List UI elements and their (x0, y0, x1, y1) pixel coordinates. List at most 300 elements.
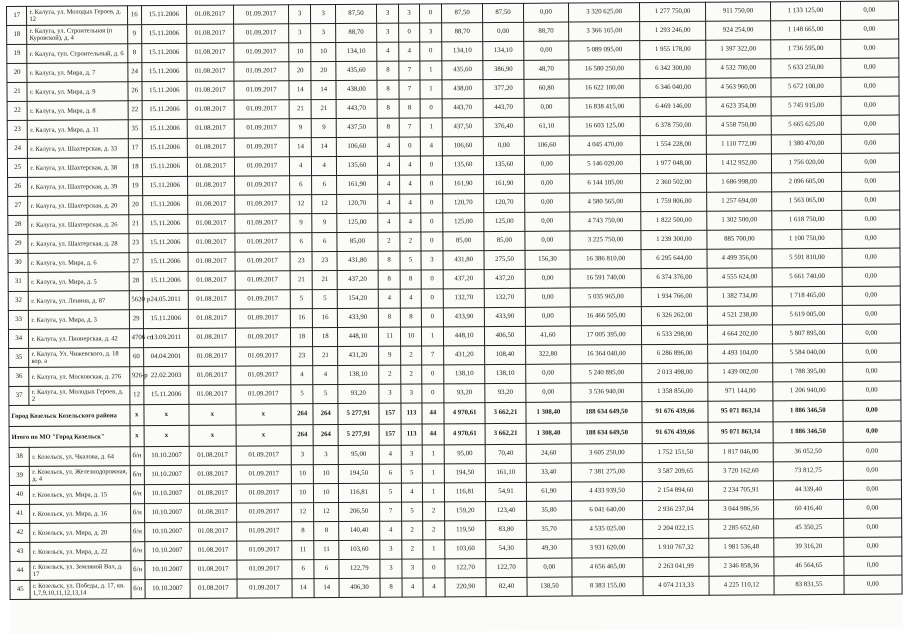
value-cell-c13: 438,00 (442, 80, 483, 99)
value-cell-c8: 14 (314, 578, 339, 597)
value-cell-c12: 1 (420, 80, 443, 99)
value-cell-c16: 5 240 895,00 (571, 364, 643, 383)
value-cell-c19: 45 350,25 (774, 518, 844, 537)
total-value-cell-c12: 44 (422, 403, 445, 424)
value-cell-c7: 12 (292, 503, 315, 522)
value-cell-d3: 01.09.2017 (234, 157, 289, 176)
value-cell-c19: 1 563 065,00 (772, 191, 842, 210)
row-number-cell: 31 (8, 272, 29, 291)
value-cell-c20: 0,00 (842, 286, 901, 305)
value-cell-c11: 0 (400, 137, 421, 156)
value-cell-c8: 14 (312, 137, 337, 156)
value-cell-c18: 4 499 356,00 (707, 249, 773, 268)
address-cell: г. Козельск, ул. Победы, д. 17, кв. 1,7,9,10,11,12,13,14 (30, 580, 130, 600)
value-cell-d3: 01.09.2017 (234, 43, 289, 62)
value-cell-d3: 01.09.2017 (235, 233, 290, 252)
address-cell: г. Калуга, ул. Мира, д. 6 (28, 253, 128, 273)
value-cell-d1: 10.10.2007 (145, 579, 190, 598)
value-cell-c7: 18 (290, 328, 313, 347)
value-cell-d1: 10.10.2007 (145, 541, 190, 560)
value-cell-c15: 0,00 (525, 269, 570, 288)
value-cell-c14: 386,90 (483, 60, 524, 79)
value-cell-c14: 0,00 (483, 136, 524, 155)
value-cell-c12: 0 (422, 384, 445, 403)
value-cell-c19: 39 316,20 (774, 537, 844, 556)
value-cell-d1: 15.11.2006 (142, 119, 187, 138)
value-cell-c14: 120,70 (484, 193, 525, 212)
value-cell-c8: 12 (312, 194, 337, 213)
total-value-cell-c7: 264 (291, 404, 314, 425)
address-cell: г. Козельск, ул. Мира, д. 22 (30, 542, 130, 562)
value-cell-d3: 01.09.2017 (235, 271, 290, 290)
value-cell-c17: 1 554 228,00 (641, 135, 707, 154)
value-cell-c7: 5 (290, 290, 313, 309)
value-cell-c10: 8 (378, 251, 401, 270)
value-cell-c15: 0,00 (526, 383, 571, 402)
value-cell-d1: 15.11.2006 (143, 195, 188, 214)
value-cell-c19: 5 665 625,00 (771, 115, 841, 134)
value-cell-c3: 27 (129, 253, 143, 272)
value-cell-c16: 3 536 940,00 (571, 383, 643, 402)
total-value-cell-c15: 1 308,40 (526, 423, 571, 444)
row-number-cell: 35 (9, 348, 30, 367)
value-cell-c3: 926-р (129, 367, 143, 386)
value-cell-c7: 12 (290, 195, 313, 214)
value-cell-c9: 448,10 (337, 327, 378, 346)
value-cell-c18: 4 521 238,00 (707, 306, 773, 325)
value-cell-d1: 13.09.2011 (143, 328, 188, 347)
total-label-cell: Итого по МО "Город Козельск" (9, 426, 130, 448)
value-cell-d3: 01.09.2017 (236, 484, 291, 503)
value-cell-c15: 24,60 (526, 444, 571, 463)
row-number-cell: 41 (10, 504, 31, 523)
value-cell-d3: 01.09.2017 (234, 195, 289, 214)
value-cell-c13: 106,60 (442, 137, 483, 156)
value-cell-c16: 4 433 939,50 (571, 482, 643, 501)
value-cell-d2: 01.08.2017 (187, 100, 234, 119)
value-cell-d3: 01.09.2017 (236, 465, 291, 484)
value-cell-c8: 20 (311, 61, 336, 80)
value-cell-c20: 0,00 (841, 134, 900, 153)
value-cell-d1: 10.10.2007 (145, 522, 190, 541)
value-cell-c9: 103,60 (339, 540, 380, 559)
value-cell-c10: 8 (380, 578, 403, 597)
value-cell-d2: 01.08.2017 (188, 271, 235, 290)
value-cell-c15: 0,00 (524, 41, 569, 60)
value-cell-c15: 0,00 (525, 307, 570, 326)
value-cell-d3: 01.09.2017 (233, 5, 288, 24)
value-cell-d3: 01.09.2017 (236, 366, 291, 385)
value-cell-c8: 10 (314, 464, 339, 483)
value-cell-d1: 15.11.2006 (142, 138, 187, 157)
value-cell-c8: 3 (314, 445, 339, 464)
value-cell-c18: 1 302 500,00 (707, 211, 773, 230)
value-cell-c8: 9 (312, 213, 337, 232)
value-cell-d3: 01.09.2017 (237, 541, 292, 560)
value-cell-c18: 4 563 960,00 (706, 78, 772, 97)
value-cell-c12: 4 (420, 137, 443, 156)
value-cell-c9: 435,60 (336, 61, 377, 80)
value-cell-c9: 116,81 (338, 483, 379, 502)
row-number-cell: 17 (7, 6, 28, 25)
value-cell-c10: 4 (378, 289, 401, 308)
value-cell-c20: 0,00 (841, 210, 900, 229)
value-cell-c9: 87,50 (335, 4, 376, 23)
value-cell-c3: 29 (129, 310, 143, 329)
value-cell-c7: 21 (289, 100, 312, 119)
value-cell-c19: 5 619 005,00 (772, 305, 842, 324)
address-cell: г. Калуга, ул. Мира, д. 9 (27, 82, 127, 102)
total-value-cell-c8: 264 (313, 403, 338, 424)
value-cell-c11: 5 (402, 464, 423, 483)
value-cell-c11: 3 (402, 559, 423, 578)
value-cell-c16: 8 383 155,00 (572, 577, 644, 596)
value-cell-c17: 2 154 894,60 (643, 481, 709, 500)
value-cell-c20: 0,00 (842, 248, 901, 267)
value-cell-c10: 8 (377, 118, 400, 137)
value-cell-c16: 3 366 165,00 (568, 22, 640, 41)
value-cell-c19: 5 661 740,00 (772, 267, 842, 286)
value-cell-c13: 125,00 (443, 213, 484, 232)
row-number-cell: 34 (8, 329, 29, 348)
value-cell-c7: 10 (291, 484, 314, 503)
total-value-cell-c11: 113 (401, 424, 422, 445)
value-cell-c13: 431,20 (444, 346, 485, 365)
value-cell-d3: 01.09.2017 (234, 62, 289, 81)
value-cell-c10: 11 (378, 327, 401, 346)
value-cell-d1: 15.11.2006 (143, 309, 188, 328)
value-cell-c17: 6 346 040,00 (640, 78, 706, 97)
value-cell-c8: 5 (313, 384, 338, 403)
value-cell-c11: 8 (400, 270, 421, 289)
value-cell-c11: 4 (400, 213, 421, 232)
value-cell-c8: 21 (313, 346, 338, 365)
value-cell-c9: 438,00 (336, 80, 377, 99)
value-cell-c7: 9 (290, 214, 313, 233)
value-cell-c17: 1 977 048,00 (641, 154, 707, 173)
value-cell-c9: 206,50 (338, 502, 379, 521)
value-cell-c3: 60 (129, 348, 143, 367)
value-cell-c13: 220,90 (445, 578, 486, 597)
total-value-cell-c13: 4 970,61 (444, 424, 485, 445)
value-cell-c10: 8 (377, 80, 400, 99)
value-cell-c10: 3 (380, 559, 403, 578)
value-cell-c15: 0,00 (525, 193, 570, 212)
value-cell-c18: 1 981 536,48 (709, 538, 775, 557)
value-cell-d2: 01.08.2017 (189, 446, 236, 465)
value-cell-c20: 0,00 (840, 1, 899, 20)
value-cell-c10: 3 (376, 4, 399, 23)
value-cell-c3: 12 (129, 386, 143, 405)
value-cell-c20: 0,00 (840, 20, 899, 39)
value-cell-c15: 0,00 (523, 3, 568, 22)
value-cell-c20: 0,00 (842, 362, 901, 381)
value-cell-c10: 2 (378, 232, 401, 251)
value-cell-c12: 3 (421, 251, 444, 270)
value-cell-c10: 7 (379, 502, 402, 521)
value-cell-c16: 6 144 105,00 (569, 174, 641, 193)
value-cell-c18: 1 817 046,00 (708, 443, 774, 462)
value-cell-c11: 3 (401, 384, 422, 403)
value-cell-c20: 0,00 (842, 305, 901, 324)
value-cell-d3: 01.09.2017 (236, 503, 291, 522)
value-cell-c11: 4 (401, 289, 422, 308)
value-cell-c14: 161,90 (484, 174, 525, 193)
value-cell-d1: 15.11.2006 (141, 24, 186, 43)
value-cell-c3: 35 (128, 120, 142, 139)
address-cell: г. Калуга, ул. Мира, д. 8 (28, 101, 128, 121)
value-cell-c13: 119,50 (445, 521, 486, 540)
value-cell-c12: 1 (422, 483, 445, 502)
value-cell-c3: 26 (128, 82, 142, 101)
value-cell-c18: 3 720 162,60 (708, 462, 774, 481)
value-cell-c14: 85,00 (484, 231, 525, 250)
value-cell-c7: 11 (292, 541, 315, 560)
value-cell-c8: 4 (312, 156, 337, 175)
value-cell-c17: 6 533 298,00 (642, 325, 708, 344)
address-cell: г. Калуга, ул. Мира, д. 7 (27, 63, 127, 83)
value-cell-c17: 2 360 502,00 (641, 173, 707, 192)
value-cell-c17: 2 013 498,00 (642, 363, 708, 382)
value-cell-c10: 8 (378, 308, 401, 327)
value-cell-d2: 01.08.2017 (188, 290, 235, 309)
value-cell-c19: 5 745 915,00 (771, 96, 841, 115)
row-number-cell: 18 (7, 25, 28, 44)
value-cell-d2: 01.08.2017 (189, 522, 236, 541)
address-cell: г. Калуга, ул. Молодых Героев, д. 2 (29, 386, 129, 406)
value-cell-c3: 21 (128, 215, 142, 234)
value-cell-c7: 23 (290, 252, 313, 271)
value-cell-c14: 376,40 (483, 117, 524, 136)
value-cell-d2: 01.08.2017 (187, 138, 234, 157)
value-cell-c19: 60 416,40 (774, 499, 844, 518)
address-cell: г. Козельск, ул. Чкалова, д. 64 (30, 447, 130, 467)
value-cell-c8: 23 (312, 251, 337, 270)
value-cell-c14: 0,00 (483, 22, 524, 41)
value-cell-c11: 4 (402, 483, 423, 502)
total-value-cell-c17: 91 676 439,66 (642, 422, 708, 443)
value-cell-c12: 0 (419, 4, 442, 23)
value-cell-c11: 2 (400, 232, 421, 251)
value-cell-c14: 83,80 (486, 520, 527, 539)
address-cell: г. Козельск, ул. Мира, д. 16 (30, 504, 130, 524)
value-cell-c20: 0,00 (841, 77, 900, 96)
value-cell-d2: 01.08.2017 (190, 541, 237, 560)
value-cell-c18: 2 346 858,36 (709, 557, 775, 576)
value-cell-c9: 431,80 (337, 251, 378, 270)
value-cell-c9: 106,60 (336, 137, 377, 156)
value-cell-c19: 1 100 750,00 (772, 229, 842, 248)
value-cell-c9: 85,00 (337, 232, 378, 251)
value-cell-c14: 443,70 (483, 98, 524, 117)
total-value-cell-d2: x (189, 404, 236, 425)
value-cell-c7: 4 (289, 157, 312, 176)
row-number-cell: 27 (8, 196, 29, 215)
value-cell-c15: 0,00 (524, 174, 569, 193)
value-cell-c10: 4 (378, 213, 401, 232)
value-cell-c16: 17 005 395,00 (570, 326, 642, 345)
total-value-cell-d1: x (144, 425, 189, 446)
value-cell-d2: 01.08.2017 (187, 119, 234, 138)
value-cell-c15: 35,70 (527, 520, 572, 539)
value-cell-d2: 01.08.2017 (188, 309, 235, 328)
value-cell-c12: 1 (422, 540, 445, 559)
value-cell-c9: 125,00 (337, 213, 378, 232)
row-number-cell: 32 (8, 291, 29, 310)
value-cell-d3: 01.09.2017 (235, 290, 290, 309)
value-cell-c11: 7 (399, 118, 420, 137)
row-number-cell: 29 (8, 234, 29, 253)
value-cell-c10: 3 (376, 23, 399, 42)
value-cell-d3: 01.09.2017 (236, 385, 291, 404)
value-cell-d3: 01.09.2017 (236, 522, 291, 541)
value-cell-c8: 21 (313, 270, 338, 289)
table-body (7, 1, 903, 599)
value-cell-c8: 6 (312, 232, 337, 251)
total-value-cell-c15: 1 308,40 (526, 402, 571, 423)
value-cell-c17: 2 936 237,04 (643, 500, 709, 519)
value-cell-c12: 1 (421, 327, 444, 346)
value-cell-c3: б/н (130, 542, 144, 561)
value-cell-c12: 0 (420, 156, 443, 175)
value-cell-c15: 0,00 (524, 98, 569, 117)
value-cell-c10: 4 (379, 445, 402, 464)
value-cell-c19: 1 618 750,00 (772, 210, 842, 229)
value-cell-d3: 01.09.2017 (234, 176, 289, 195)
total-value-cell-d3: x (236, 404, 291, 425)
value-cell-c8: 12 (314, 502, 339, 521)
value-cell-c13: 138,10 (444, 365, 485, 384)
value-cell-c7: 10 (289, 43, 312, 62)
value-cell-c16: 4 045 470,00 (569, 136, 641, 155)
value-cell-c16: 3 605 250,00 (571, 444, 643, 463)
row-number-cell: 30 (8, 253, 29, 272)
value-cell-c20: 0,00 (843, 461, 902, 480)
value-cell-c14: 123,40 (486, 501, 527, 520)
value-cell-c3: 17 (128, 139, 142, 158)
value-cell-c13: 435,60 (442, 61, 483, 80)
value-cell-c10: 4 (377, 156, 400, 175)
value-cell-c15: 0,00 (525, 231, 570, 250)
address-cell: г. Калуга, ул. Московская, д. 276 (29, 367, 129, 387)
value-cell-c8: 6 (314, 559, 339, 578)
value-cell-c10: 4 (379, 521, 402, 540)
value-cell-c20: 0,00 (841, 153, 900, 172)
total-value-cell-c8: 264 (314, 424, 339, 445)
value-cell-c12: 0 (420, 213, 443, 232)
value-cell-c19: 1 788 395,00 (773, 362, 843, 381)
value-cell-c17: 1 752 151,50 (643, 443, 709, 462)
value-cell-c14: 82,40 (486, 577, 527, 596)
value-cell-c13: 88,70 (442, 23, 483, 42)
value-cell-d1: 15.11.2006 (142, 100, 187, 119)
value-cell-c17: 1 239 300,00 (641, 230, 707, 249)
value-cell-d2: 01.08.2017 (188, 252, 235, 271)
value-cell-d1: 15.11.2006 (143, 233, 188, 252)
value-cell-c10: 2 (379, 365, 402, 384)
value-cell-c16: 16 838 415,00 (569, 98, 641, 117)
value-cell-c13: 85,00 (443, 232, 484, 251)
row-number-cell: 24 (7, 139, 28, 158)
value-cell-c15: 106,60 (524, 136, 569, 155)
value-cell-c9: 134,10 (336, 42, 377, 61)
value-cell-c10: 3 (380, 540, 403, 559)
value-cell-c15: 0,00 (525, 212, 570, 231)
value-cell-c3: 4706 сп (129, 329, 143, 348)
value-cell-c18: 971 144,00 (708, 382, 774, 401)
value-cell-c13: 159,20 (445, 502, 486, 521)
value-cell-d1: 22.02.2003 (144, 366, 189, 385)
value-cell-c15: 49,30 (527, 539, 572, 558)
value-cell-c20: 0,00 (843, 442, 902, 461)
value-cell-c13: 93,20 (444, 384, 485, 403)
value-cell-d1: 24.05.2011 (143, 290, 188, 309)
value-cell-c16: 5 089 095,00 (569, 41, 641, 60)
value-cell-c12: 0 (419, 42, 442, 61)
value-cell-c18: 1 257 694,00 (706, 192, 772, 211)
value-cell-c8: 10 (311, 42, 336, 61)
value-cell-c16: 3 225 750,00 (570, 231, 642, 250)
value-cell-d3: 01.09.2017 (233, 24, 288, 43)
value-cell-c20: 0,00 (841, 229, 900, 248)
value-cell-c3: 19 (128, 177, 142, 196)
value-cell-c3: 18 (128, 158, 142, 177)
value-cell-c14: 93,20 (485, 383, 526, 402)
total-value-cell-c20: 0,00 (843, 421, 902, 442)
value-cell-c11: 4 (400, 175, 421, 194)
value-cell-c7: 23 (291, 347, 314, 366)
value-cell-c10: 8 (377, 61, 400, 80)
value-cell-c8: 11 (314, 540, 339, 559)
value-cell-c20: 0,00 (843, 480, 902, 499)
value-cell-c15: 60,80 (524, 79, 569, 98)
value-cell-c13: 134,10 (442, 42, 483, 61)
value-cell-c18: 4 555 624,00 (707, 268, 773, 287)
value-cell-c9: 93,20 (338, 384, 379, 403)
value-cell-c11: 4 (399, 42, 420, 61)
value-cell-c19: 1 736 595,00 (771, 39, 841, 58)
total-value-cell-d1: x (144, 404, 189, 425)
value-cell-d2: 01.08.2017 (190, 560, 237, 579)
value-cell-c12: 3 (419, 23, 442, 42)
value-cell-c3: 16 (127, 6, 141, 25)
value-cell-c13: 433,90 (444, 308, 485, 327)
value-cell-c20: 0,00 (843, 518, 902, 537)
total-value-cell-c12: 44 (422, 424, 445, 445)
value-cell-c16: 16 386 810,00 (570, 250, 642, 269)
value-cell-c3: б/н (130, 447, 144, 466)
value-cell-c9: 431,20 (338, 346, 379, 365)
address-cell: г. Калуга, ул. Шахтерская, д. 28 (28, 234, 128, 254)
value-cell-c15: 35,80 (526, 501, 571, 520)
row-number-cell: 43 (10, 542, 31, 561)
value-cell-c3: б/н (130, 504, 144, 523)
row-number-cell: 36 (9, 367, 30, 386)
row-number-cell: 26 (8, 177, 29, 196)
value-cell-d2: 01.08.2017 (187, 157, 234, 176)
value-cell-c14: 437,20 (484, 269, 525, 288)
total-value-cell-d2: x (189, 425, 236, 446)
value-cell-c3: 23 (128, 234, 142, 253)
value-cell-c12: 2 (422, 521, 445, 540)
value-cell-c14: 138,10 (485, 364, 526, 383)
row-number-cell: 19 (7, 44, 28, 63)
address-cell: г. Козельск, ул. Мира, д. 20 (30, 523, 130, 543)
total-value-cell-d3: x (236, 425, 291, 446)
value-cell-c19: 1 206 940,00 (773, 381, 843, 400)
value-cell-c18: 1 412 952,00 (706, 154, 772, 173)
value-cell-c7: 9 (289, 119, 312, 138)
